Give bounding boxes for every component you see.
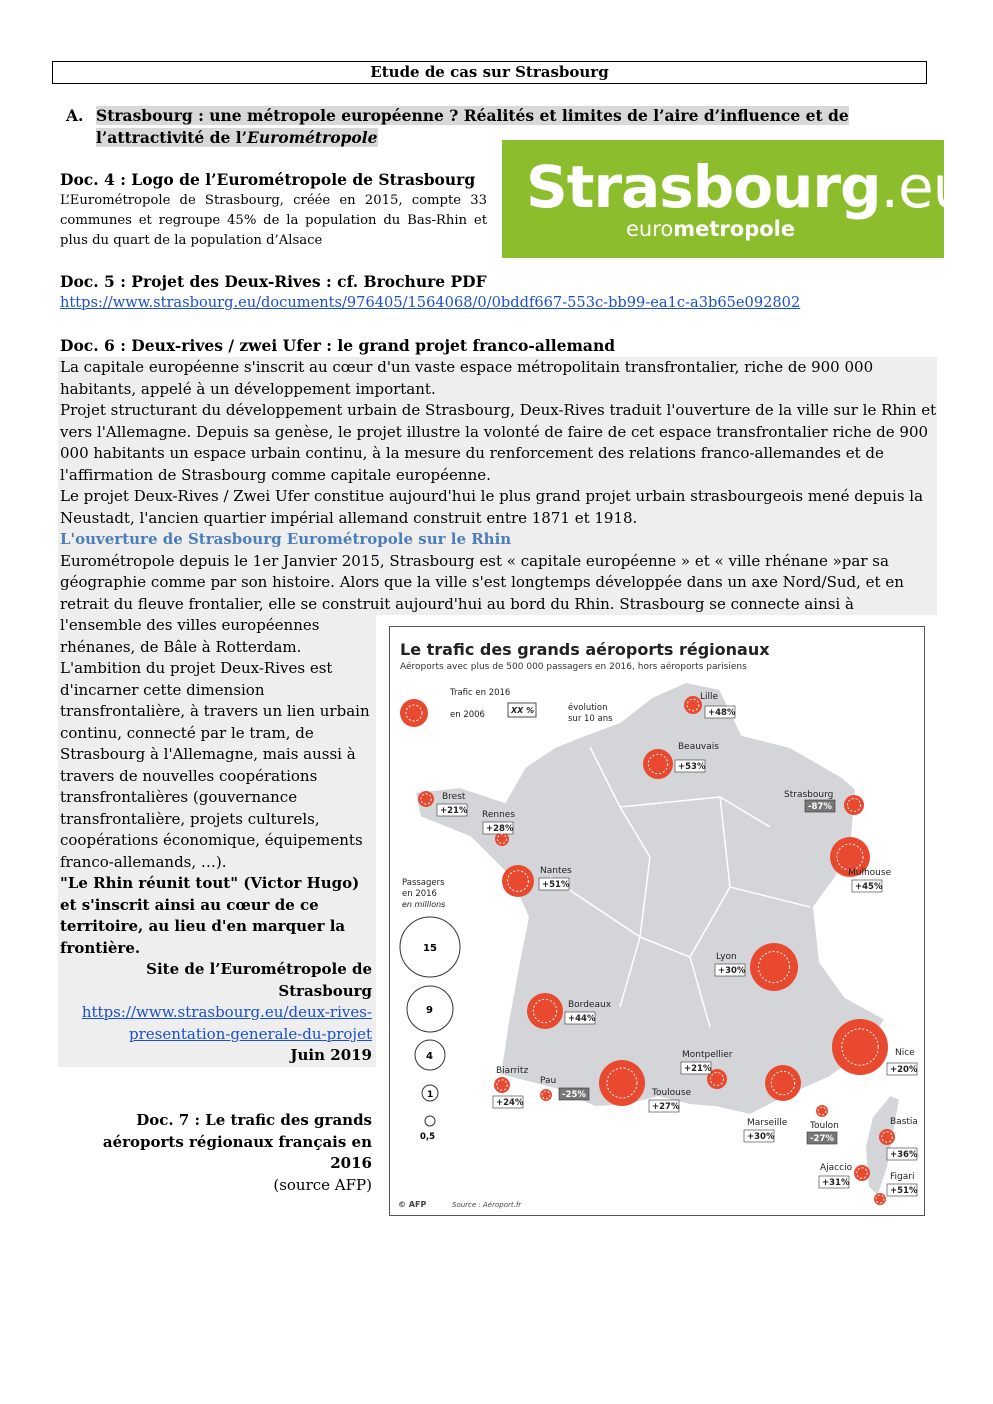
doc6-source: Site de l’Eurométropole de Strasbourg <box>146 960 372 1000</box>
doc6-p3: Le projet Deux-Rives / Zwei Ufer constitue aujourd'hui le plus grand projet urbain strasbourgeois mené depuis la Neustadt, l'ancien quartier impérial allemand construit entre 1871 et 1918. <box>60 487 924 527</box>
page-title: Etude de cas sur Strasbourg <box>52 61 927 84</box>
airport-bordeaux-change: +44% <box>568 1014 596 1024</box>
airport-rennes-change: +28% <box>486 824 514 834</box>
doc6-date: Juin 2019 <box>290 1046 372 1064</box>
map-title: Le trafic des grands aéroports régionaux <box>400 640 770 659</box>
airport-marseille-marker <box>765 1065 801 1101</box>
map-credit: © AFP <box>398 1200 427 1209</box>
airport-strasbourg-name: Strasbourg <box>784 790 834 800</box>
airport-nice-name: Nice <box>895 1048 915 1058</box>
airport-pau-change: -25% <box>562 1090 586 1100</box>
legend-in2006: en 2006 <box>450 710 485 720</box>
doc7-caption <box>90 1110 372 1196</box>
scale-label-1: 1 <box>427 1090 434 1100</box>
airport-lyon-change: +30% <box>718 966 746 976</box>
airport-lille-name: Lille <box>700 692 719 702</box>
airport-nice-marker <box>832 1019 888 1075</box>
airport-biarritz-name: Biarritz <box>496 1066 529 1076</box>
scale-label-15: 15 <box>423 943 437 954</box>
airport-bordeaux-name: Bordeaux <box>568 1000 612 1010</box>
logo-main-text: Strasbourg <box>526 153 881 221</box>
doc4-title: Doc. 4 : Logo de l’Eurométropole de Strasbourg <box>60 170 476 189</box>
airport-ajaccio-change: +31% <box>822 1178 850 1188</box>
airport-toulon-name: Toulon <box>810 1121 839 1131</box>
doc6-source-link[interactable]: https://www.strasbourg.eu/deux-rives-presentation-generale-du-projet <box>81 1003 372 1043</box>
map-subtitle: Aéroports avec plus de 500 000 passagers en 2016, hors aéroports parisiens <box>400 662 747 672</box>
airport-rennes-name: Rennes <box>482 810 516 820</box>
airport-bordeaux-marker <box>527 993 563 1029</box>
doc6-p1: La capitale européenne s'inscrit au cœur d'un vaste espace métropolitain transfrontalier, riche de 900 000 habitants, appelé à un développement important. <box>60 358 874 398</box>
scale-label-4: 4 <box>426 1051 433 1062</box>
france-mainland <box>415 682 885 1115</box>
section-a-italic: Eurométropole <box>247 128 378 147</box>
scale-label-9: 9 <box>426 1005 433 1016</box>
logo-suffix: .eu <box>880 153 969 221</box>
airport-mulhouse-name: Mulhouse <box>848 868 892 878</box>
doc6-p2: Projet structurant du développement urbain de Strasbourg, Deux-Rives traduit l'ouverture de la ville sur le Rhin et vers l'Allemagne. Depuis sa genèse, le projet illustre la volonté de faire de cet espace transfrontalier riche de 900 000 habitants un espace urbain continu, à la mesure du renforcement des relations franco-allemandes et de l'affirmation de Strasbourg comme capitale européenne. <box>60 401 937 484</box>
airport-beauvais-change: +53% <box>678 762 706 772</box>
scale-title-1: Passagers <box>402 878 445 888</box>
scale-title-2: en 2016 <box>402 889 437 899</box>
doc5-title: Doc. 5 : Projet des Deux-Rives : cf. Brochure PDF <box>60 272 487 291</box>
airport-nantes-name: Nantes <box>540 866 572 876</box>
legend-traffic2016: Trafic en 2016 <box>450 688 511 698</box>
airport-lille-change: +48% <box>708 708 736 718</box>
section-a-label: A. <box>66 106 84 125</box>
logo-sub-light: euro <box>626 217 674 241</box>
doc6-p4: Eurométropole depuis le 1er Janvier 2015, Strasbourg est « capitale européenne » et « ville rhénane »par sa géographie comme par son histoire. Alors que la ville s'est longtemps développée dans un axe Nord/Sud, et en retrait du fleuve frontalier, elle se construit aujourd'hui au bord du Rhin. Strasbourg se connecte ainsi à <box>60 551 904 613</box>
doc6-title: Doc. 6 : Deux-rives / zwei Ufer : le grand projet franco-allemand <box>60 336 616 355</box>
doc5-link[interactable]: https://www.strasbourg.eu/documents/976405/1564068/0/0bddf667-553c-bb99-ea1c-a3b65e092802 <box>60 294 801 311</box>
airport-biarritz-change: +24% <box>496 1098 524 1108</box>
scale-label-05: 0,5 <box>420 1132 436 1142</box>
airport-marseille-name: Marseille <box>747 1118 788 1128</box>
legend-evolution: évolution <box>568 703 608 713</box>
legend-circle <box>400 699 428 727</box>
logo-sub-bold: metropole <box>673 217 796 241</box>
doc4-text: L’Eurométropole de Strasbourg, créée en 2015, compte 33 communes et regroupe 45% de la population du Bas-Rhin et plus du quart de la population d’Alsace <box>60 193 487 248</box>
airport-toulouse-change: +27% <box>652 1102 680 1112</box>
section-a-text: Strasbourg : une métropole européenne ? Réalités et limites de l’aire d’influence et de l’attractivité de l’ <box>96 106 849 147</box>
airport-pau-name: Pau <box>540 1076 557 1086</box>
airport-figari-name: Figari <box>890 1172 915 1182</box>
scale-circle-05 <box>425 1116 435 1126</box>
airport-toulouse-marker <box>599 1060 645 1106</box>
airport-traffic-map <box>389 626 925 1216</box>
doc6-left-column <box>58 615 376 1067</box>
airport-bastia-change: +36% <box>890 1150 918 1160</box>
airport-brest-name: Brest <box>442 792 466 802</box>
airport-nantes-change: +51% <box>542 880 570 890</box>
airport-montpellier-change: +21% <box>684 1064 712 1074</box>
eurometropole-logo <box>502 140 969 258</box>
scale-title-3: en millions <box>402 900 446 909</box>
airport-lyon-marker <box>750 943 798 991</box>
airport-nantes-marker <box>502 865 534 897</box>
doc6-p4b: l'ensemble des villes européennes rhénanes, de Bâle à Rotterdam. <box>60 616 320 656</box>
airport-montpellier-name: Montpellier <box>682 1050 733 1060</box>
map-source: Source : Aéroport.fr <box>452 1201 522 1209</box>
airport-toulouse-name: Toulouse <box>652 1088 692 1098</box>
legend-over10: sur 10 ans <box>568 714 613 724</box>
airport-marseille-change: +30% <box>747 1132 775 1142</box>
doc6-quote: "Le Rhin réunit tout" (Victor Hugo) et s'inscrit ainsi au cœur de ce territoire, au lieu d'en marquer la frontière. <box>60 874 360 957</box>
airport-brest-change: +21% <box>440 806 468 816</box>
airport-beauvais-marker <box>643 749 673 779</box>
airport-strasbourg-change: -87% <box>808 802 832 812</box>
airport-lyon-name: Lyon <box>716 952 737 962</box>
airport-figari-change: +51% <box>890 1186 918 1196</box>
airport-nice-change: +20% <box>890 1065 918 1075</box>
airport-mulhouse-change: +45% <box>855 882 883 892</box>
legend-xx: XX % <box>511 706 535 715</box>
airport-toulon-change: -27% <box>810 1134 834 1144</box>
airport-ajaccio-name: Ajaccio <box>820 1163 853 1173</box>
airport-beauvais-name: Beauvais <box>678 742 719 752</box>
doc6-subtitle: L'ouverture de Strasbourg Eurométropole sur le Rhin <box>60 530 512 548</box>
doc7-source: (source AFP) <box>273 1175 372 1194</box>
airport-bastia-name: Bastia <box>890 1117 918 1127</box>
doc6-p5: L'ambition du projet Deux-Rives est d'incarner cette dimension transfrontalière, à travers un lien urbain continu, connecté par le tram, de Strasbourg à l'Allemagne, mais aussi à travers de nouvelles coopérations transfrontalières (gouvernance transfrontalière, projets culturels, coopérations économique, équipements franco-allemands, …). <box>60 659 370 871</box>
doc7-title: Doc. 7 : Le trafic des grands aéroports régionaux français en 2016 <box>102 1111 372 1172</box>
doc6-text-block <box>58 357 937 615</box>
